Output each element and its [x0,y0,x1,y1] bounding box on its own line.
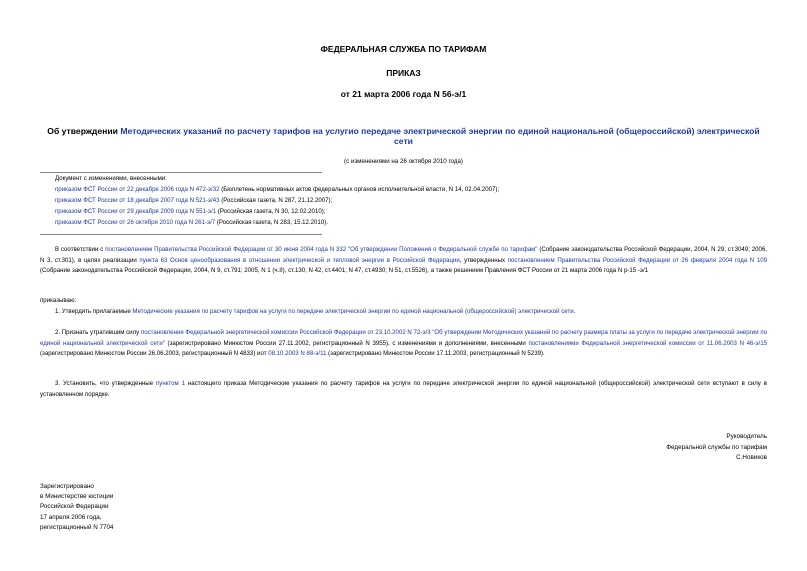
item-2-link-3[interactable]: 08.10.2003 N 88-э/11 [268,350,327,357]
item-2-link-2[interactable]: постановлениями Федеральной энергетической комиссии от 11.06.2003 N 46-э/15 [528,339,767,347]
date-number-heading: от 21 марта 2006 года N 56-э/1 [340,89,467,99]
change-item: приказом ФСТ России от 26 октября 2010 года N 261-э/7 (Российская газета, N 283, 15.12.2010). [55,219,328,226]
item-1-paragraph: 1. Утвердить прилагаемые Методические указания по расчету тарифов на услуги по передаче электрической энергии по единой национальной (общероссийской) электрической сети. [55,308,576,315]
agency-heading: ФЕДЕРАЛЬНАЯ СЛУЖБА ПО ТАРИФАМ [320,44,487,54]
title-prefix: Об утверждении [47,126,121,136]
preamble-link-1[interactable]: постановлением Правительства Российской Федерации от 30 июня 2004 года N 332 "Об утверждении Положения о Федеральной службе по тарифам" [105,246,538,253]
preamble-link-3[interactable]: постановлением Правительства Российской Федерации от 26 февраля 2004 года N 109 [507,256,767,264]
title-link[interactable]: Методических указаний по расчету тарифов на услугиo передаче электрической энергии по единой национальной (общероссийской) электрической сети [120,126,760,146]
item-2-link-1[interactable]: постановление Федеральной энергетической комиссии Российской Федерации от 23.10.2002 N 72-э/3 "Об утверждении Методических указаний по расчету размера платы за услуги по передаче электрической энергии по единой национальной электрической сети" [40,329,768,347]
item-1-link[interactable]: Методические указания по расчету тарифов на услуги по передаче электрической энергии по единой национальной (общероссийской) электрической сети [132,308,574,315]
doc-type-heading: ПРИКАЗ [386,68,421,78]
change-link[interactable]: приказом ФСТ России от 29 декабря 2009 года N 551-э/1 [55,208,217,215]
item-3-link[interactable]: пунктом 1 [155,380,186,387]
order-word: приказываю: [40,297,77,304]
signature-block [666,432,767,464]
bottom-divider [40,234,322,235]
document-title [40,126,767,146]
preamble-link-2[interactable]: пункта 63 Основ ценообразования в отношении электрической и тепловой энергии в Российской Федерации [139,256,460,264]
item-3-paragraph: 3. Установить, что утвержденные пунктом 1 настоящего приказа Методические указания по расчету тарифов на услуги по передаче электрической энергии по единой национальной (общероссийской) электрической сети вступают в силу в установленном порядке. [40,380,767,398]
signature-name: С.Новиков [736,454,767,461]
change-link[interactable]: приказом ФСТ России от 18 декабря 2007 года N 521-э/43 [55,197,220,204]
registration-block: Зарегистрировано в Министерстве юстиции Российской Федерации 17 апреля 2006 года, регистрационный N 7704 [40,483,114,531]
preamble-paragraph: В соответствии с постановлением Правительства Российской Федерации от 30 июня 2004 года N 332 "Об утверждении Положения о Федеральной службе по тарифам" (Собрание законодательства Российской Федерации, 2004, N 29, ст.3049; 2006, N 3, ст.301), в целях реализации пункта 63 Основ ценообразования в отношении электрической и тепловой энергии в Российской Федерации, утвержденных постановлением Правительства Российской Федерации от 26 февраля 2004 года N 109 (Собрание законодательства Российской Федерации, 2004, N 9, ст.791; 2005, N 1 (ч.II), ст.130; N 42, ст.4401; N 47, ст.4930; N 51, ст.5526), а также решением Правления ФСТ России от 21 марта 2006 года N р-15 -э/1 [40,246,767,274]
change-link[interactable]: приказом ФСТ России от 22 декабря 2006 года N 472-э/32 [55,186,220,193]
changes-block [55,173,775,228]
signature-title: Руководитель [726,433,767,440]
changes-intro: Документ с изменениями, внесенными: [55,175,167,182]
change-item: приказом ФСТ России от 29 декабря 2009 года N 551-э/1 (Российская газета, N 30, 12.02.2010); [55,208,326,215]
item-2-paragraph: 2. Признать утратившим силу постановление Федеральной энергетической комиссии Российской Федерации от 23.10.2002 N 72-э/3 "Об утверждении Методических указаний по расчету размера платы за услуги по передаче электрической энергии по единой национальной электрической сети" (зарегистрировано Минюстом России 27.11.2002, регистрационный N 3955), с изменениями и дополнениями, внесенными постановлениями Федеральной энергетической комиссии от 11.06.2003 N 46-э/15 (зарегистрировано Минюстом России 26.06.2003, регистрационный N 4833) иот 08.10.2003 N 88-э/11 (зарегистрировано Минюстом России 17.11.2003, регистрационный N 5239). [40,329,768,357]
change-item: приказом ФСТ России от 22 декабря 2006 года N 472-э/32 (Бюллетень нормативных актов федеральных органов исполнительной власти, N 14, 02.04.2007); [55,186,500,193]
signature-org: Федеральной службы по тарифам [666,443,767,451]
title-subtitle: (с изменениями на 26 октября 2010 года) [344,158,463,165]
change-item: приказом ФСТ России от 18 декабря 2007 года N 521-э/43 (Российская газета, N 287, 21.12.2007); [55,197,333,204]
change-link[interactable]: приказом ФСТ России от 26 октября 2010 года N 261-э/7 [55,219,216,226]
